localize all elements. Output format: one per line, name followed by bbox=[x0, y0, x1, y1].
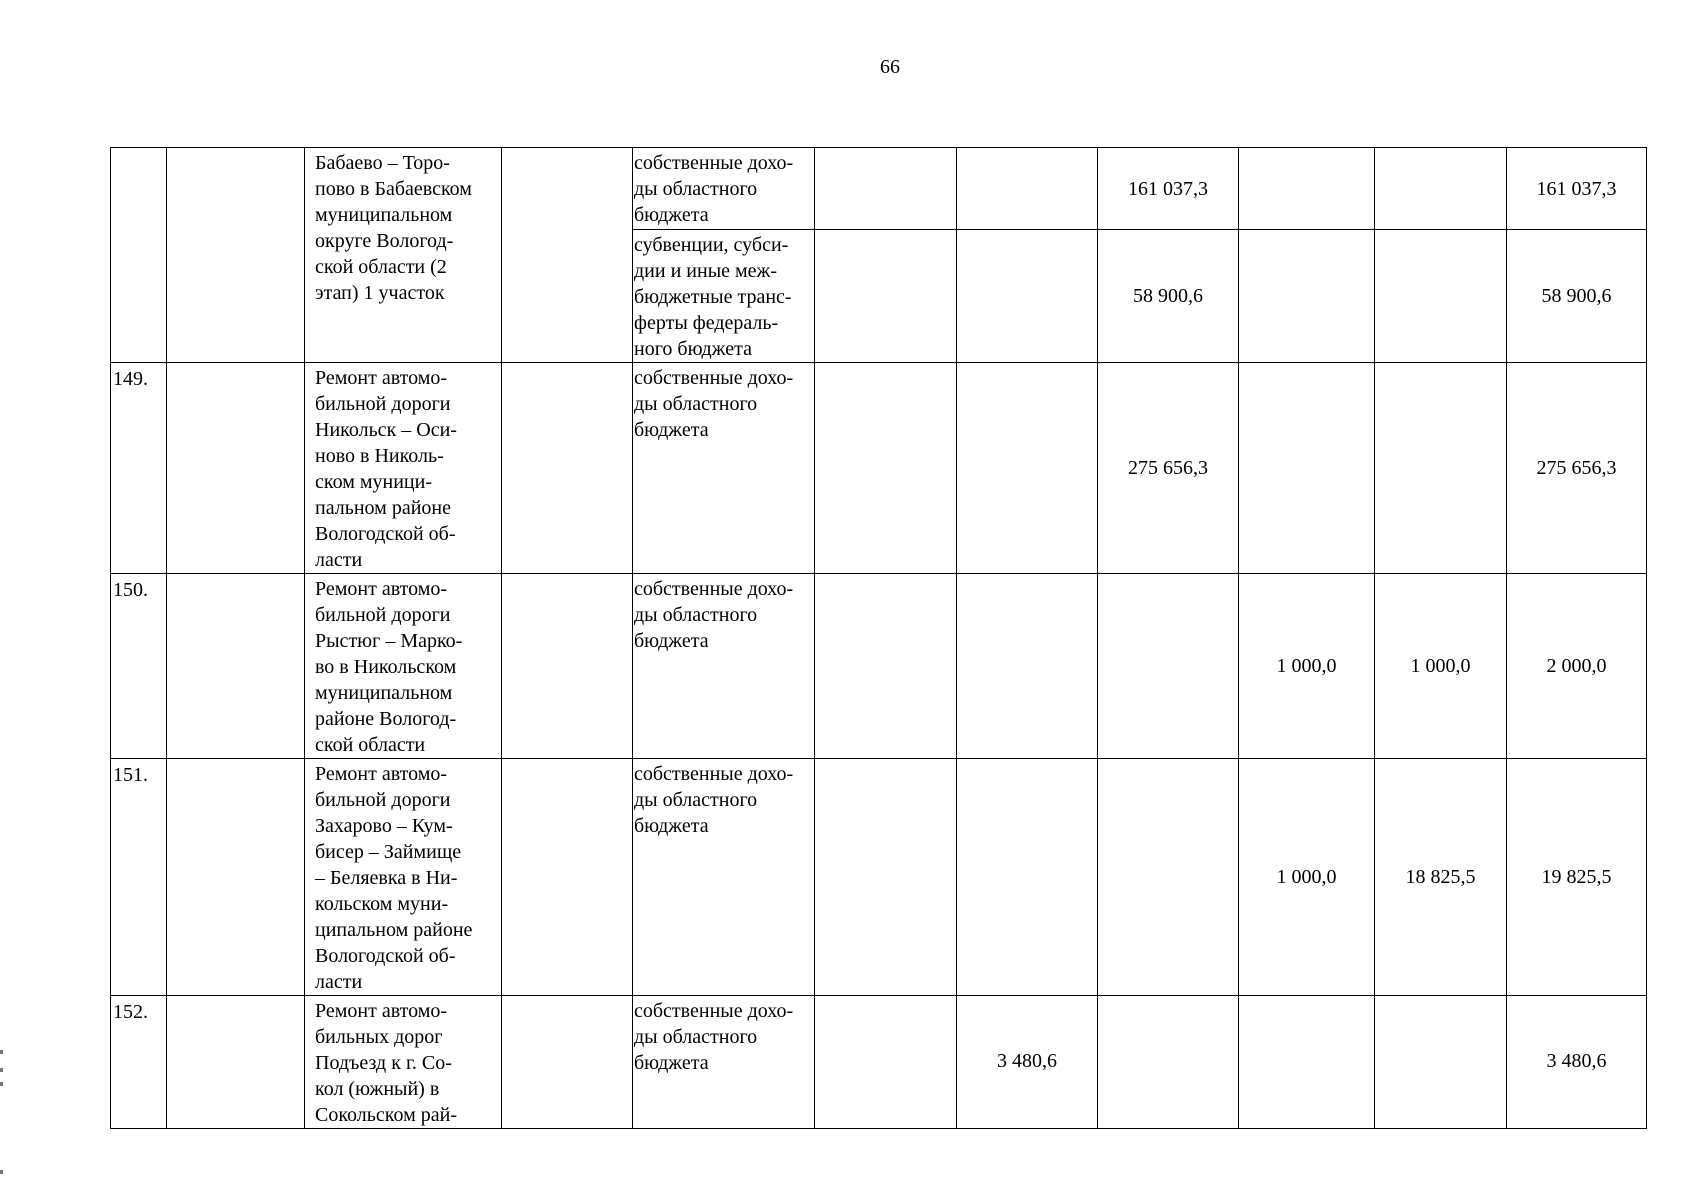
value-cell bbox=[1239, 230, 1375, 363]
object-name: Ремонт автомо- бильных дорог Подъезд к г. Со- кол (южный) в Сокольском рай- bbox=[305, 996, 502, 1129]
empty-cell bbox=[167, 363, 305, 574]
value-cell bbox=[1098, 996, 1239, 1129]
table-row bbox=[111, 759, 1647, 996]
empty-cell bbox=[167, 574, 305, 759]
row-number: 151. bbox=[111, 759, 167, 996]
funding-source: собственные дохо- ды областного бюджета bbox=[633, 574, 815, 759]
scan-mark bbox=[0, 1170, 3, 1174]
funding-source: собственные дохо- ды областного бюджета bbox=[633, 363, 815, 574]
table-row bbox=[111, 574, 1647, 759]
total-cell: 275 656,3 bbox=[1507, 363, 1647, 574]
total-cell: 58 900,6 bbox=[1507, 230, 1647, 363]
object-name: Ремонт автомо- бильной дороги Никольск – Оси- ново в Николь- ском муници- пальном районе Вологодской об- ласти bbox=[305, 363, 502, 574]
row-number: 150. bbox=[111, 574, 167, 759]
funding-source: собственные дохо- ды областного бюджета bbox=[633, 996, 815, 1129]
value-cell bbox=[957, 148, 1098, 230]
funding-source: собственные дохо- ды областного бюджета bbox=[633, 759, 815, 996]
value-cell: 1 000,0 bbox=[1239, 759, 1375, 996]
total-cell: 2 000,0 bbox=[1507, 574, 1647, 759]
value-cell bbox=[1375, 148, 1507, 230]
empty-cell bbox=[502, 148, 633, 363]
value-cell bbox=[1239, 996, 1375, 1129]
value-cell: 161 037,3 bbox=[1098, 148, 1239, 230]
funding-source: собственные дохо- ды областного бюджета bbox=[633, 148, 815, 230]
total-cell: 19 825,5 bbox=[1507, 759, 1647, 996]
table-row bbox=[111, 996, 1647, 1129]
total-cell: 3 480,6 bbox=[1507, 996, 1647, 1129]
empty-cell bbox=[502, 574, 633, 759]
row-number: 152. bbox=[111, 996, 167, 1129]
table-row bbox=[111, 148, 1647, 230]
object-name: Бабаево – Торо- пово в Бабаевском муниципальном округе Вологод- ской области (2 этап) 1 участок bbox=[305, 148, 502, 363]
scan-mark bbox=[0, 1050, 3, 1054]
value-cell bbox=[815, 759, 957, 996]
value-cell bbox=[957, 574, 1098, 759]
page-number: 66 bbox=[880, 56, 900, 78]
scan-mark bbox=[0, 1082, 3, 1086]
value-cell bbox=[957, 759, 1098, 996]
value-cell bbox=[957, 230, 1098, 363]
object-name: Ремонт автомо- бильной дороги Рыстюг – Марко- во в Никольском муниципальном районе Вологод- ской области bbox=[305, 574, 502, 759]
empty-cell bbox=[167, 148, 305, 363]
value-cell bbox=[815, 230, 957, 363]
row-number bbox=[111, 148, 167, 363]
value-cell bbox=[815, 574, 957, 759]
value-cell bbox=[957, 363, 1098, 574]
value-cell: 275 656,3 bbox=[1098, 363, 1239, 574]
value-cell: 3 480,6 bbox=[957, 996, 1098, 1129]
value-cell bbox=[1375, 230, 1507, 363]
empty-cell bbox=[502, 759, 633, 996]
value-cell bbox=[815, 363, 957, 574]
funding-source: субвенции, субси- дии и иные меж- бюджетные транс- ферты федераль- ного бюджета bbox=[633, 230, 815, 363]
value-cell: 58 900,6 bbox=[1098, 230, 1239, 363]
value-cell bbox=[1098, 759, 1239, 996]
object-name: Ремонт автомо- бильной дороги Захарово – Кум- бисер – Займище – Беляевка в Ни- кольском муни- ципальном районе Вологодской об- ласти bbox=[305, 759, 502, 996]
empty-cell bbox=[167, 759, 305, 996]
value-cell bbox=[1239, 148, 1375, 230]
row-number: 149. bbox=[111, 363, 167, 574]
value-cell bbox=[815, 996, 957, 1129]
value-cell bbox=[1239, 363, 1375, 574]
value-cell: 1 000,0 bbox=[1375, 574, 1507, 759]
total-cell: 161 037,3 bbox=[1507, 148, 1647, 230]
scan-mark bbox=[0, 1068, 3, 1072]
value-cell bbox=[1375, 363, 1507, 574]
value-cell bbox=[1375, 996, 1507, 1129]
budget-table bbox=[110, 147, 1647, 1129]
empty-cell bbox=[502, 996, 633, 1129]
table-row bbox=[111, 363, 1647, 574]
value-cell: 18 825,5 bbox=[1375, 759, 1507, 996]
value-cell bbox=[815, 148, 957, 230]
value-cell: 1 000,0 bbox=[1239, 574, 1375, 759]
value-cell bbox=[1098, 574, 1239, 759]
empty-cell bbox=[167, 996, 305, 1129]
empty-cell bbox=[502, 363, 633, 574]
